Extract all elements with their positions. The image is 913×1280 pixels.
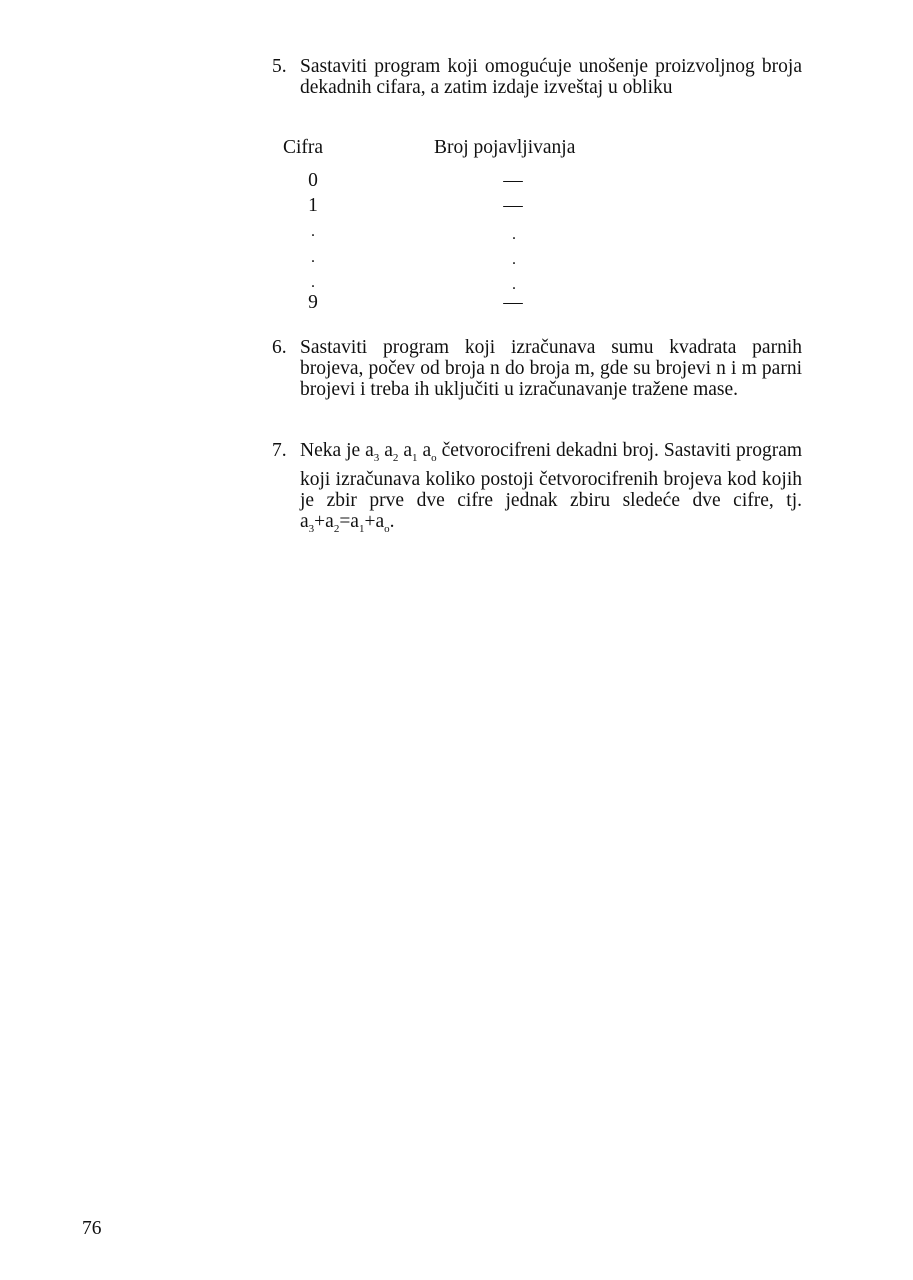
text-segment: =a <box>339 510 359 532</box>
subscript: 3 <box>373 451 380 464</box>
ellipsis-dot: . <box>512 276 516 293</box>
problem-5 <box>272 56 802 98</box>
table-header-digit: Cifra <box>283 137 324 158</box>
problem-text: Sastaviti program koji izračunava sumu kvadrata parnih brojeva, počev od broja n do broja m, gde su brojevi n i m parni brojevi i treba ih uključiti u izračunavanje tražene mase. <box>300 337 802 400</box>
problem-number: 6. <box>272 337 287 358</box>
text-segment: Neka je a <box>300 440 374 461</box>
text-segment: a <box>417 440 432 461</box>
ellipsis-dot: . <box>311 223 315 240</box>
page-number: 76 <box>82 1218 102 1239</box>
table-digit: 9 <box>308 292 318 313</box>
digit-count-table <box>283 137 643 317</box>
text-segment: a <box>398 440 413 461</box>
table-digit: 0 <box>308 170 318 191</box>
ellipsis-dot: . <box>311 274 315 291</box>
text-segment: četvorocifreni dekadni broj. Sastaviti program koji izračunava koliko postoji četvorocifrenih brojeva kod kojih je zbir prve dve cifre jednak zbiru sledeće dve cifre, tj. a <box>300 440 803 532</box>
subscript: 2 <box>392 451 399 464</box>
problem-number: 5. <box>272 56 287 77</box>
subscript: o <box>384 522 390 535</box>
subscript: 3 <box>308 522 315 535</box>
table-count: — <box>503 170 523 191</box>
problem-text <box>300 440 802 540</box>
ellipsis-dot: . <box>512 226 516 243</box>
subscript: 2 <box>333 522 340 535</box>
problem-text: Sastaviti program koji omogućuje unošenje proizvoljnog broja dekadnih cifara, a zatim izdaje izveštaj u obliku <box>300 56 802 98</box>
problem-number: 7. <box>272 440 287 461</box>
problem-7 <box>272 440 802 540</box>
table-count: — <box>503 292 523 313</box>
table-digit: 1 <box>308 195 318 216</box>
table-count: — <box>503 195 523 216</box>
text-segment: +a <box>314 510 334 532</box>
text-segment: . <box>389 510 395 532</box>
table-header-count: Broj pojavljivanja <box>434 137 576 158</box>
text-segment: +a <box>364 510 385 532</box>
ellipsis-dot: . <box>512 251 516 268</box>
subscript: 1 <box>412 451 418 464</box>
text-segment: a <box>379 440 393 461</box>
ellipsis-dot: . <box>311 249 315 266</box>
subscript: o <box>431 451 437 464</box>
problem-6 <box>272 337 802 400</box>
subscript: 1 <box>358 522 365 535</box>
